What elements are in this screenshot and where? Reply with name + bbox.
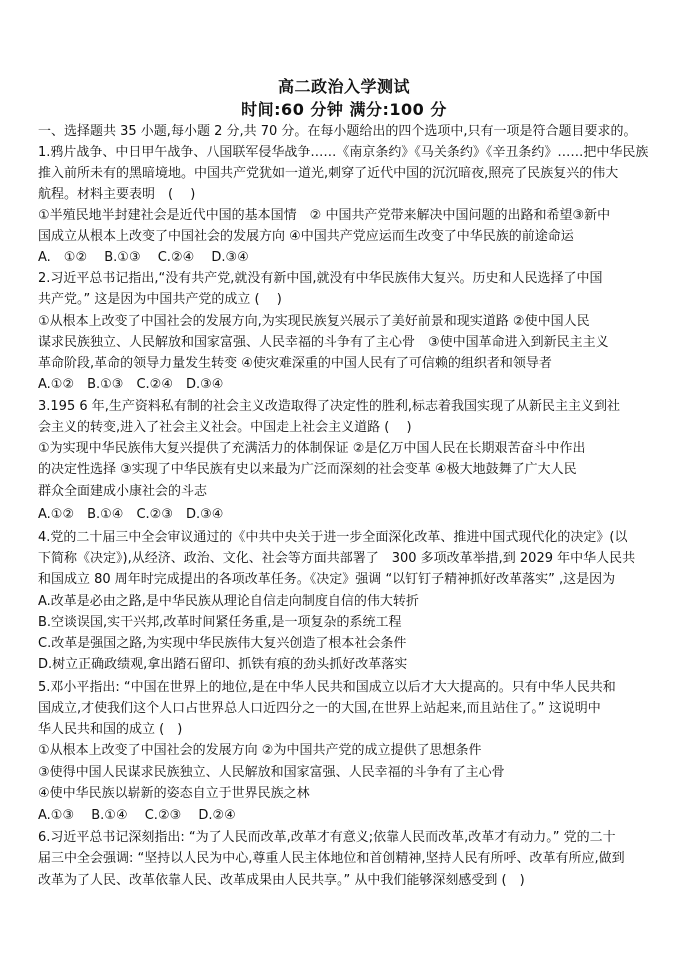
answer-option: D.树立正确政绩观,拿出踏石留印、抓铁有痕的劲头抓好改革落实 — [38, 657, 408, 672]
answer-options: A.①② B.①③ C.②④ D.③④ — [38, 377, 224, 392]
answer-options: A. ①② B.①③ C.②④ D.③④ — [38, 250, 249, 265]
text-line: ①从根本上改变了中国社会的发展方向 ②为中国共产党的成立提供了思想条件 — [38, 743, 482, 758]
text-line: 谋求民族独立、人民解放和国家富强、人民幸福的斗争有了主心骨 ③使中国革命进入到新民主主义 — [38, 335, 609, 350]
text-line: ③使得中国人民谋求民族独立、人民解放和国家富强、人民幸福的斗争有了主心骨 — [38, 765, 505, 780]
answer-options: A.①③ B.①④ C.②③ D.②④ — [38, 808, 236, 823]
text-line: ④使中华民族以崭新的姿态自立于世界民族之林 — [38, 786, 310, 801]
answer-option: B.空谈误国,实干兴邦,改革时间紧任务重,是一项复杂的系统工程 — [38, 615, 402, 630]
page-subtitle: 时间:60 分钟 满分:100 分 — [241, 100, 447, 119]
section-heading: 一、选择题共 35 小题,每小题 2 分,共 70 分。在每小题给出的四个选项中,只有一项是符合题目要求的。 — [38, 124, 637, 139]
answer-option: C.改革是强国之路,为实现中华民族伟大复兴创造了根本社会条件 — [38, 636, 407, 651]
answer-option: A.改革是必由之路,是中华民族从理论自信走向制度自信的伟大转折 — [38, 594, 419, 609]
text-line: 6.习近平总书记深刻指出: “为了人民而改革,改革才有意义;依靠人民而改革,改革才有动力。” 党的二十 — [38, 830, 616, 845]
text-line: ①从根本上改变了中国社会的发展方向,为实现民族复兴展示了美好前景和现实道路 ②使中国人民 — [38, 314, 590, 329]
text-line: 革命阶段,革命的领导力量发生转变 ④使灾难深重的中国人民有了可信赖的组织者和领导者 — [38, 356, 552, 371]
text-line: 推入前所未有的黑暗境地。中国共产党犹如一道光,刺穿了近代中国的沉沉暗夜,照亮了民族复兴的伟大 — [38, 166, 619, 181]
text-line: 群众全面建成小康社会的斗志 — [38, 484, 208, 499]
text-line: ①半殖民地半封建社会是近代中国的基本国情 ② 中国共产党带来解决中国问题的出路和希望③新中 — [38, 208, 611, 223]
text-line: 1.鸦片战争、中日甲午战争、八国联军侵华战争……《南京条约》《马关条约》《辛丑条约》……把中华民族 — [38, 145, 649, 160]
text-line: 华人民共和国的成立 ( ) — [38, 722, 183, 737]
text-line: 下简称《决定》),从经济、政治、文化、社会等方面共部署了 300 多项改革举措,到 2029 年中华人民共 — [38, 551, 636, 566]
text-line: 届三中全会强调: “坚持以人民为中心,尊重人民主体地位和首创精神,坚持人民有所呼、改革有所应,做到 — [38, 851, 625, 866]
text-line: 会主义的转变,进入了社会主义社会。中国走上社会主义道路 ( ) — [38, 420, 412, 435]
text-line: 国成立,才使我们这个人口占世界总人口近四分之一的大国,在世界上站起来,而且站住了。” 这说明中 — [38, 701, 601, 716]
text-line: 共产党。” 这是因为中国共产党的成立 ( ) — [38, 292, 282, 307]
text-line: 2.习近平总书记指出,“没有共产党,就没有新中国,就没有中华民族伟大复兴。历史和人民选择了中国 — [38, 271, 603, 286]
text-line: 3.195 6 年,生产资料私有制的社会主义改造取得了决定性的胜利,标志着我国实现了从新民主主义到社 — [38, 399, 621, 414]
page-title: 高二政治入学测试 — [277, 77, 410, 96]
text-line: 国成立从根本上改变了中国社会的发展方向 ④中国共产党应运而生改变了中华民族的前途命运 — [38, 229, 574, 244]
text-line: 4.党的二十届三中全会审议通过的《中共中央关于进一步全面深化改革、推进中国式现代化的决定》(以 — [38, 530, 628, 545]
text-line: 和国成立 80 周年时完成提出的各项改革任务。《决定》强调 “以钉钉子精神抓好改革落实” ,这是因为 — [38, 572, 616, 587]
text-line: 5.邓小平指出: “中国在世界上的地位,是在中华人民共和国成立以后才大大提高的。只有中华人民共和 — [38, 680, 616, 695]
text-line: 航程。材料主要表明 ( ) — [38, 187, 196, 202]
answer-options: A.①② B.①④ C.②③ D.③④ — [38, 507, 224, 522]
text-line: 的决定性选择 ③实现了中华民族有史以来最为广泛而深刻的社会变革 ④极大地鼓舞了广大人民 — [38, 462, 577, 477]
text-line: ①为实现中华民族伟大复兴提供了充满活力的体制保证 ②是亿万中国人民在长期艰苦奋斗中作出 — [38, 441, 586, 456]
text-line: 改革为了人民、改革依靠人民、改革成果由人民共享。” 从中我们能够深刻感受到 ( ) — [38, 873, 525, 888]
